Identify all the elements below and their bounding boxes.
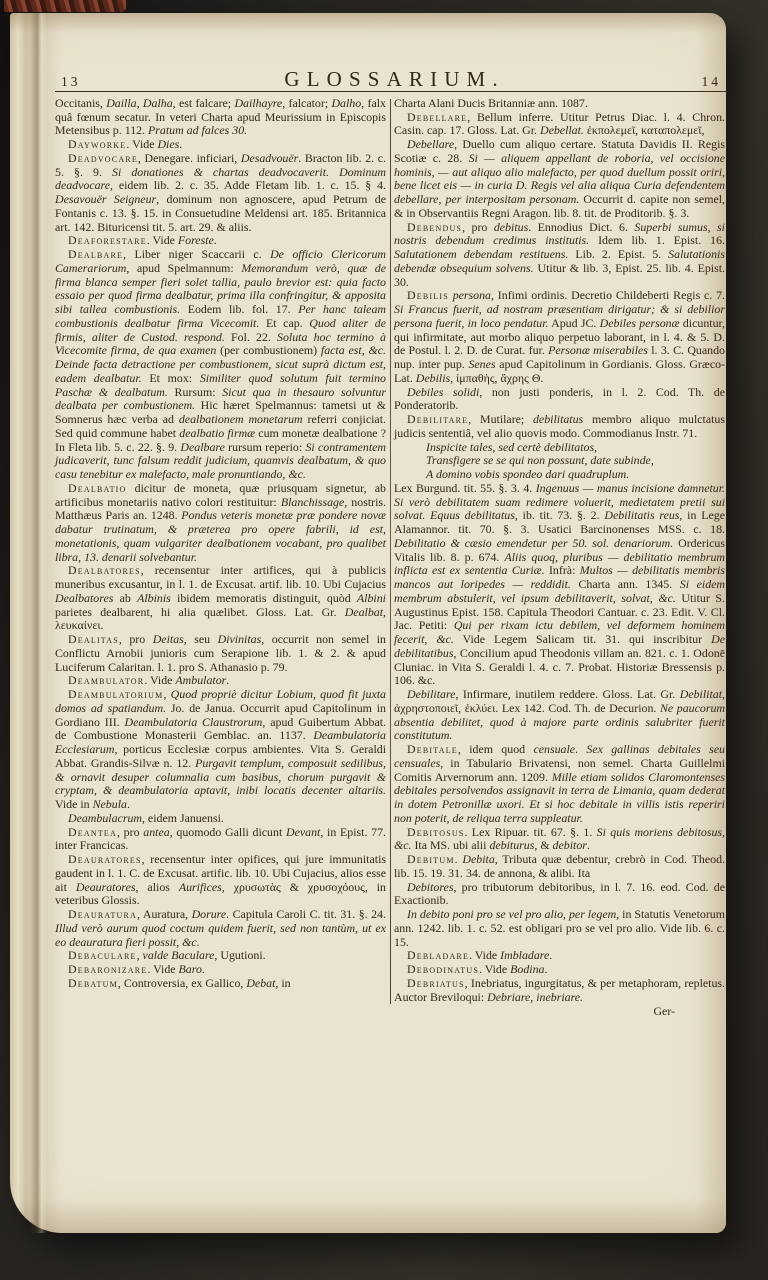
text-run: . Lex Ripuar. tit. 67. §. 1.: [464, 824, 597, 839]
italic-run: facta est, &c. Deinde facta detractione per combustionem, sicut suprà dictum est, eadem dealbatur.: [55, 343, 386, 385]
glossary-entry: [394, 977, 725, 1005]
glossary-entry: [55, 482, 386, 565]
glossary-entry: [55, 963, 386, 977]
entry-headword: Debriatus: [407, 975, 465, 990]
italic-run: Debriare, inebriare.: [487, 989, 584, 1004]
italic-run: Dorure: [191, 907, 227, 921]
entry-headword: Dayworke: [68, 137, 127, 151]
italic-run: Debilitat: [679, 687, 723, 701]
entry-headword: Dealitas: [68, 632, 119, 646]
text-run: .: [126, 797, 130, 811]
text-run: . Vide: [469, 948, 501, 963]
text-run: , Auratura,: [137, 907, 192, 921]
italic-run: Devant: [285, 824, 321, 839]
text-run: ἐκπολεμεῖ, καταπολεμεῖ,: [583, 123, 705, 138]
italic-run: Dalho: [331, 95, 362, 110]
italic-run: Per hanc taleam combustionis dealbatur firma Vicecomit.: [55, 302, 386, 330]
text-run: , Infirmare, inutilem reddere. Gloss. Lat. Gr.: [455, 687, 680, 701]
text-run: , falx quâ fœnum secatur. In veteri Charta apud Meurissium in Episcopis Metensibus p. 112.: [55, 95, 386, 138]
text-run: ,: [136, 948, 143, 963]
entry-headword: Debitum: [407, 852, 455, 866]
italic-run: Debita: [462, 852, 495, 866]
text-run: , ib. tit. 73. §. 2.: [514, 508, 605, 523]
entry-headword: Deaforestare: [68, 233, 147, 248]
text-run: , Inebriatus, ingurgitatus, & per metaphoram, repletus. Auctor Breviloqui:: [394, 975, 725, 1004]
italic-run: Debilitare: [407, 687, 456, 701]
text-run: Et cap.: [259, 315, 310, 330]
text-run: Charta ann. 1345.: [570, 577, 680, 591]
italic-run: Dies: [157, 137, 180, 151]
text-run: , apud Guibertum Abbat. de Combustione Monasterii Gemblac. an. 1137.: [55, 714, 386, 743]
italic-run: Desadvouër: [240, 150, 299, 165]
italic-run: Similiter quod solutum fuit termino Paschæ & dealbatum.: [55, 370, 386, 399]
glossary-entry: [55, 234, 386, 248]
glossary-paragraph: [394, 688, 725, 743]
text-run: , ἀχρηστοποιεῖ, ἐκλύει. Lex 142. Cod. Th. de Decurion.: [394, 687, 725, 715]
text-run: , porticus Ecclesiæ corpus ambientes. Vita S. Geraldi Abbat. Grandis-Silvæ n. 12.: [55, 742, 386, 770]
italic-run: Ingenuus — manus incisione damnetur. Si verò debilitatem suam redimere voluerit, medietatem pretii sui solvat. Equus debilitatus: [394, 480, 726, 523]
text-run: , nostris. Matthæus Paris an. 1248.: [55, 494, 386, 523]
glossary-entry: [394, 853, 725, 881]
glossary-paragraph: [394, 881, 725, 909]
italic-run: Qui per rixam ictu debilem, vel deformem hominem fecerit, &c.: [394, 618, 726, 646]
italic-run: Debiles solidi: [407, 384, 480, 399]
text-run: ab: [113, 590, 138, 605]
text-run: , Bellum inferre. Utitur Petrus Diac. l. 4. Chron. Casin. cap. 17. Gloss. Lat. Gr.: [394, 109, 725, 138]
catchword: Ger-: [653, 1004, 675, 1019]
glossary-entry: [394, 963, 725, 977]
text-run: (per combustionem): [216, 343, 321, 358]
text-run: , in: [275, 975, 291, 990]
entry-headword: Debendus: [407, 219, 463, 234]
italic-run: Si contramentem judicaverit, tunc falsum reddit judicium, quamvis dealbatum, & quo casu tenebitur ex malefacto, male pronuntiando, &c.: [55, 439, 387, 481]
italic-run: Si Francus fuerit, ad nostram præsentiam dirigatur; & si debilior persona fuerit, in loco pendatur.: [394, 302, 725, 330]
italic-run: Baro: [178, 962, 202, 976]
italic-run: Multos — debilitatis membris mancos aut loripedes — reddidit.: [394, 563, 725, 591]
italic-run: Albinis: [137, 590, 171, 605]
text-run: , Mutilare;: [468, 412, 533, 426]
italic-run: Purgavit templum, composuit sedilibus, & ornavit desuper columnalia cum basibus, chorum purgavit & cryptam, & deambulatoria aptavit, inibi locatis decenter altariis.: [55, 755, 386, 798]
text-run: Jo. de Janua. Occurrit apud Capitolinum in Gordiano III.: [55, 700, 386, 729]
italic-run: Pondus veteris monetæ præ pondere novæ dabatur trutinatum, & præterea pro opere fabrili, id est, monetationis, quam vulgariter dealbationem vocabant, pro qualibet libra, 13. denarii solvebantur.: [55, 508, 386, 564]
italic-run: Quod propriè dicitur Lobium, quod fit juxta domos ad spatiandum.: [55, 687, 386, 715]
text-run: , pro: [462, 219, 494, 234]
italic-run: Dealbare: [180, 439, 225, 454]
text-run: , Ugutioni.: [214, 948, 266, 963]
italic-run: valde Baculare: [142, 948, 215, 963]
italic-run: Nebula: [92, 797, 127, 811]
text-run: l. 3. C. Quando nup. inter pup.: [394, 343, 725, 371]
text-run: , in Statutis Venetorum ann. 1242. lib. 1. c. 52. est obligari pro se vel pro alio. Vide lib. 6. c. 15.: [394, 907, 725, 949]
italic-run: Divinitas: [217, 632, 262, 646]
text-column-left: [55, 97, 386, 1005]
entry-headword: Dealbatores: [68, 563, 141, 578]
page-content: [55, 67, 727, 1019]
text-run: Ita MS. ubi alii: [411, 838, 490, 853]
text-run: ,: [136, 95, 143, 110]
italic-run: Dealbatores: [55, 590, 114, 605]
text-run: , est falcare;: [172, 95, 235, 110]
italic-run: Desavouër Seigneur: [55, 192, 157, 206]
italic-run: Pratum ad falces 30.: [148, 123, 248, 138]
glossary-entry: [55, 949, 386, 963]
text-columns: [55, 97, 727, 1005]
text-run: , in Lege Alamannor. tit. 70. §. 3. Usatici Barcinonenses MSS. c. 18.: [394, 508, 725, 536]
entry-headword: Dealbare: [68, 247, 124, 261]
text-run: , quomodo Galli dicunt: [169, 824, 286, 839]
glossary-paragraph: [55, 97, 386, 138]
italic-run: Superbi sumus, si nostris debendum credimus institutis.: [394, 219, 725, 248]
italic-run: Foreste: [177, 233, 214, 248]
entry-headword: Debitosus: [407, 824, 465, 839]
text-run: , Denegare. inficiari,: [137, 150, 241, 165]
text-run: Rursum:: [167, 384, 223, 399]
text-run: .: [226, 673, 230, 688]
italic-run: Aliis quoq, pluribus — debilitatio membrum inflicta est ex sententia Curiæ.: [394, 549, 726, 578]
entry-headword: Deantea: [68, 824, 117, 839]
text-run: apud Capitolinum in Gordianis. Gloss. Græco-Lat.: [394, 357, 726, 385]
glossary-entry: [394, 413, 725, 441]
glossary-entry: [55, 138, 386, 152]
text-run: Vide in: [55, 797, 93, 811]
page-number-right: 14: [701, 74, 721, 89]
text-run: , Infimi ordinis. Decretio Childeberti Regis c. 7.: [491, 288, 725, 303]
verse-line: A domino vobis spondeo dari quadruplum.: [426, 467, 630, 481]
text-run: , apud Spelmannum:: [126, 260, 242, 275]
italic-run: Memorandum verò, quæ de firma blanca semper fieri solet tallia, paulo brevior est: quia facto essaio per quod firma dealbatur, prima illa confringitur, & apposita sibi tallea combustionis.: [55, 260, 387, 316]
glossary-paragraph: [394, 386, 725, 414]
text-run: . Vide: [126, 137, 158, 151]
italic-run: Aurifices: [178, 879, 222, 894]
text-run: Utitur S. Augustinus Epist. 158. Capitula Theodori Cantuar. c. 23. Edit. V. Cl. Jac. Petiti:: [394, 590, 725, 633]
entry-headword: Deauratura: [68, 907, 138, 921]
glossary-entry: [394, 111, 725, 139]
italic-run: Dailla: [106, 95, 137, 110]
entry-headword: Debilitare: [407, 412, 469, 426]
text-run: , ἰμπαθὴς, ἄχρης Θ.: [450, 370, 544, 385]
italic-run: In debito poni pro se vel pro alio, per legem: [407, 907, 617, 921]
text-run: . Ennodius Dict. 6.: [528, 219, 635, 234]
text-run: ibidem memoratis distinguit, quòd: [170, 590, 357, 605]
text-run: , recensentur inter artifices, qui à publicis muneribus excusantur, in l. 1. de Excusat. artif. lib. 10. Ubi Cujacius: [55, 563, 386, 591]
text-run: , Liber niger Scaccarii c.: [123, 247, 271, 261]
text-run: . Vide: [147, 962, 179, 976]
italic-run: Debiles personæ: [599, 315, 680, 330]
text-run: . Vide: [144, 673, 176, 688]
text-run: , Controversia, ex Gallico,: [117, 975, 247, 990]
text-run: .: [213, 233, 217, 248]
entry-headword: Debaronizare: [68, 962, 148, 976]
gutter-crease: [30, 13, 46, 1233]
text-run: , occurrit non semel in Conflictu Arnobii junioris cum Serapione lib. 1. & 2. & apud Luciferum Calaritan. l. 1. pro S. Athanasio p. 79.: [55, 632, 386, 674]
glossary-entry: [55, 152, 386, 235]
text-run: Infrà:: [544, 563, 580, 578]
text-run: Fol. 22.: [224, 329, 278, 344]
text-run: .: [575, 742, 587, 756]
text-run: , pro: [116, 824, 144, 839]
glossary-entry: [394, 221, 725, 290]
italic-run: Bodina: [510, 962, 545, 976]
italic-run: persona: [452, 288, 492, 303]
glossary-entry: [55, 564, 386, 633]
glossary-paragraph: [394, 482, 725, 688]
entry-headword: Debitale: [407, 742, 458, 756]
text-run: Hic hæret Spelmannus: tametsi ut & Somnerus hæc verba ad: [55, 398, 386, 426]
text-run: Vide Legem Salicam tit. 31. qui inscribitur: [453, 632, 712, 646]
italic-run: debitor: [552, 838, 587, 853]
glossary-entry: [394, 289, 725, 385]
glossary-entry: [55, 688, 386, 812]
glossary-entry: [55, 977, 386, 991]
entry-headword: Dealbatio: [68, 480, 127, 495]
italic-run: Debilis: [415, 370, 451, 385]
verse-line: Transfigere se se qui non possunt, date subinde,: [426, 453, 654, 468]
column-divider: [390, 99, 391, 1005]
text-run: Occitanis,: [55, 95, 107, 110]
entry-headword: Debellare: [407, 109, 468, 124]
italic-run: antea: [143, 824, 170, 839]
italic-run: debitus: [493, 219, 529, 234]
text-run: , pro tributorum debitoribus, in l. 7. 16. eod. Cod. de Exactionib.: [394, 879, 725, 908]
glossary-entry: [55, 826, 386, 854]
text-run: , dominum non agnoscere, apud Petrum de Fontanis c. 13. §. 15. in Consuetudine Meldensi art. 185. Britannica art. 142. Bituricensi tit. 5. art. 29. & aliis.: [55, 192, 386, 234]
text-run: Utitur & lib. 3, Epist. 25. lib. 4. Epist. 30.: [394, 260, 725, 289]
glossary-paragraph: [55, 812, 386, 826]
text-run: , recensentur inter opifices, qui jure immunitatis gaudent in l. 1. C. de Excusat. artific. lib. 10. Ubi Cujacius, alios esse ait: [55, 852, 386, 894]
italic-run: Dailhayre: [234, 95, 283, 110]
page-number-left: 13: [61, 74, 81, 89]
italic-run: Salutationem debendam restituens.: [394, 247, 569, 261]
text-run: .: [544, 962, 548, 976]
glossary-entry: [55, 674, 386, 688]
glossary-entry: [394, 949, 725, 963]
glossary-paragraph: [426, 441, 725, 482]
text-run: Lib. 2. Epist. 5.: [568, 247, 669, 261]
text-run: Lex Burgund. tit. 55. §. 3. 4.: [394, 480, 536, 495]
italic-run: dealbatio firmæ: [179, 425, 256, 440]
italic-run: Debilitatis reus: [604, 508, 680, 523]
italic-run: Debellare: [407, 137, 455, 151]
text-run: , idem quod: [457, 742, 534, 756]
italic-run: Blanchissage: [280, 494, 345, 509]
text-run: .: [454, 852, 463, 866]
italic-run: Imbladare: [500, 948, 550, 963]
italic-run: Debat: [246, 975, 276, 990]
text-run: , in Epist. 77. inter Francicas.: [55, 824, 387, 853]
text-run: , in Tabulario Brivatensi, non semel. Charta Guillelmi Comitis Arvernorum ann. 1209.: [394, 755, 725, 784]
italic-run: Si donationes & chartas deadvocaverit. Dominum deadvocare: [55, 164, 386, 193]
italic-run: Deauratores: [75, 879, 136, 894]
glossary-paragraph: [394, 138, 725, 221]
running-title: GLOSSARIUM.: [284, 67, 505, 91]
book-page: [10, 13, 726, 1233]
text-run: Ordericus Vitalis lib. 8. p. 674.: [394, 535, 725, 564]
italic-run: Illud verò aurum quod coctum quidem fuerit, sed non tantùm, ut ex eo deauratura fieri possit, &c.: [55, 920, 386, 949]
italic-run: Debilitatio & cæsio emendetur per 50. sol. denariorum.: [394, 535, 674, 550]
italic-run: Ambulator: [175, 673, 227, 688]
italic-run: Quod aliter de firmis, aliter de Custod. respond.: [55, 315, 386, 344]
entry-headword: Debaculare: [68, 948, 137, 963]
text-run: . Vide: [479, 962, 511, 976]
text-run: , alios: [135, 879, 179, 894]
text-run: referri conjiciat. Sed quid commune habet: [55, 412, 386, 440]
italic-run: Debitores: [407, 879, 454, 894]
italic-run: Dealbat: [344, 604, 384, 619]
glossary-entry: [55, 853, 386, 908]
text-run: Et mox:: [141, 370, 200, 385]
italic-run: Si — aliquem appellant de roboria, vel occisione hominis, — aut aliquo alio malefacto, per quod duellum possit oriri, bene licet eis — in curia D. Regis vel alia aliqua Curia defendentem debellare, per interpositam personam.: [394, 150, 725, 206]
italic-run: Albini: [356, 590, 386, 605]
text-run: .: [549, 948, 553, 963]
entry-headword: Debilis: [407, 288, 449, 303]
text-run: , Duello cum aliquo certare. Statuta Davidis II. Regis Scotiæ c. 28.: [394, 137, 725, 165]
text-run: . Capitula Caroli C. tit. 31. §. 24.: [226, 907, 386, 921]
text-run: , non justi ponderis, in l. 2. Cod. Th. de Ponderatorib.: [394, 384, 725, 413]
italic-run: Deitas: [152, 632, 184, 646]
italic-run: De officio Clericorum Camerariorum: [55, 247, 386, 275]
text-run: , Concilium apud Theodonis villam an. 821. c. 1. Odonē Cluniac. in Vita S. Geraldi l. 4. c. 7. Probat. Historiæ Bressensis p. 106. &c.: [394, 645, 725, 688]
glossary-entry: [394, 826, 725, 854]
italic-run: Si eidem membrum abstulerit, vel ipsum debilitaverit, solvat, &c.: [394, 577, 726, 605]
text-run: ,: [163, 687, 171, 701]
italic-run: dealbationem monetarum: [178, 412, 303, 426]
text-run: Occurrit d. capite non semel, & in Observantiis Regni Aragon. lib. 8. tit. de Proditorib. §. 3.: [394, 192, 725, 220]
italic-run: Sex gallinas debitales seu censuales: [394, 742, 725, 770]
glossary-paragraph: [394, 908, 725, 949]
text-run: , pro: [118, 632, 153, 646]
entry-headword: Debatum: [68, 975, 118, 990]
verse-line: Inspicite tales, sed certè debilitatos,: [426, 439, 598, 454]
book-headband: [4, 0, 126, 12]
text-run: Charta Alani Ducis Britanniæ ann. 1087.: [394, 95, 588, 110]
text-column-right: [394, 97, 725, 1005]
entry-headword: Debladare: [407, 948, 470, 963]
text-run: .: [201, 962, 205, 976]
italic-run: debiturus: [489, 838, 535, 853]
italic-run: Si quis moriens debitosus, &c.: [394, 824, 726, 853]
text-run: Idem lib. 1. Epist. 16.: [589, 233, 725, 248]
text-run: cum monetæ dealbatione ? In Fleta lib. 5. c. 22. §. 9.: [55, 425, 386, 454]
italic-run: Deambulatoria Claustrorum: [124, 714, 263, 729]
text-run: , eidem Januensi.: [141, 810, 224, 825]
glossary-entry: [55, 248, 386, 482]
italic-run: Dalha: [142, 95, 173, 110]
text-run: , χρυσωτὰς & χρυσοχόους, in veteribus Glossis.: [55, 879, 387, 908]
glossary-entry: [394, 743, 725, 826]
italic-run: De debilitatibus: [394, 632, 725, 660]
text-run: dicitur de moneta, quæ priusquam signetur, ab artificibus monetariis nativo colori restituitur:: [55, 480, 386, 509]
entry-headword: Deadvocare: [68, 150, 138, 165]
italic-run: debilitatus: [532, 412, 584, 426]
italic-run: Mille etiam solidos Claromontenses debitales persolvendos assignavit in terra de Limania, quam dederat in dotem Petronillæ uxori. Et si hoc debitale in villis istis reperiri non poterit, de reliqua terra suppleatur.: [394, 769, 725, 825]
text-run: , seu: [183, 632, 218, 646]
text-run: membro aliquo mulctatus judicis sententiâ, vel alio quovis modo. Commodianus Instr. 71.: [394, 412, 725, 440]
glossary-entry: [55, 908, 386, 949]
text-run: , λευκαίνει.: [55, 604, 386, 633]
page-header: [55, 67, 727, 91]
text-run: .: [179, 137, 183, 151]
text-run: rursum reperio:: [224, 439, 306, 454]
glossary-paragraph: [394, 97, 725, 111]
text-run: , falcator;: [282, 95, 332, 110]
italic-run: Sicut qua in thesauro solvuntur dealbata per combustionem.: [55, 384, 386, 413]
italic-run: Deambulatoria Ecclesiarum: [55, 728, 386, 756]
text-run: . Bracton lib. 2. c. 5. §. 9.: [55, 150, 386, 179]
glossary-entry: [55, 633, 386, 674]
italic-run: Salutationis debendæ obsequium solvens.: [394, 247, 725, 275]
text-run: , Tributa quæ debentur, crebrò in Cod. Theod. lib. 15. 19. 31. 34. de annona, & alibi. Ita: [394, 852, 725, 880]
italic-run: censuale: [533, 742, 576, 756]
entry-headword: Debodinatus: [407, 962, 480, 976]
text-run: dicuntur, qui infirmitate, aut morbo aliquo perpetuo laborant, in l. 4. & 5. D. de Postul. l. 2. D. de Curat. fur.: [394, 315, 725, 358]
text-run: , &: [534, 838, 553, 853]
text-run: . Vide: [146, 233, 178, 248]
text-run: Apud JC.: [548, 315, 600, 330]
text-run: , eidem lib. 2. c. 35. Adde Fletam lib. 1. c. 15. § 4.: [110, 178, 386, 193]
italic-run: Soluta hoc termino à Vicecomite firma, de qua examen: [55, 329, 386, 358]
text-run: parietes dealbarent, hi alia quælibet. Gloss. Lat. Gr.: [55, 604, 345, 619]
italic-run: Personæ miserabiles: [548, 343, 648, 358]
text-run: .: [586, 838, 590, 853]
text-run: Eodem lib. fol. 17.: [180, 302, 299, 316]
italic-run: Senes: [468, 357, 496, 371]
italic-run: Debellat.: [539, 123, 584, 138]
entry-headword: Deambulatorium: [68, 687, 164, 701]
entry-headword: Deambulator: [68, 673, 145, 688]
italic-run: Deambulacrum: [68, 810, 142, 825]
italic-run: Ne paucorum absentia debilitet, quod à majore parte ordinis salubriter fuerit constitutum.: [394, 700, 725, 743]
entry-headword: Deauratores: [68, 852, 142, 866]
